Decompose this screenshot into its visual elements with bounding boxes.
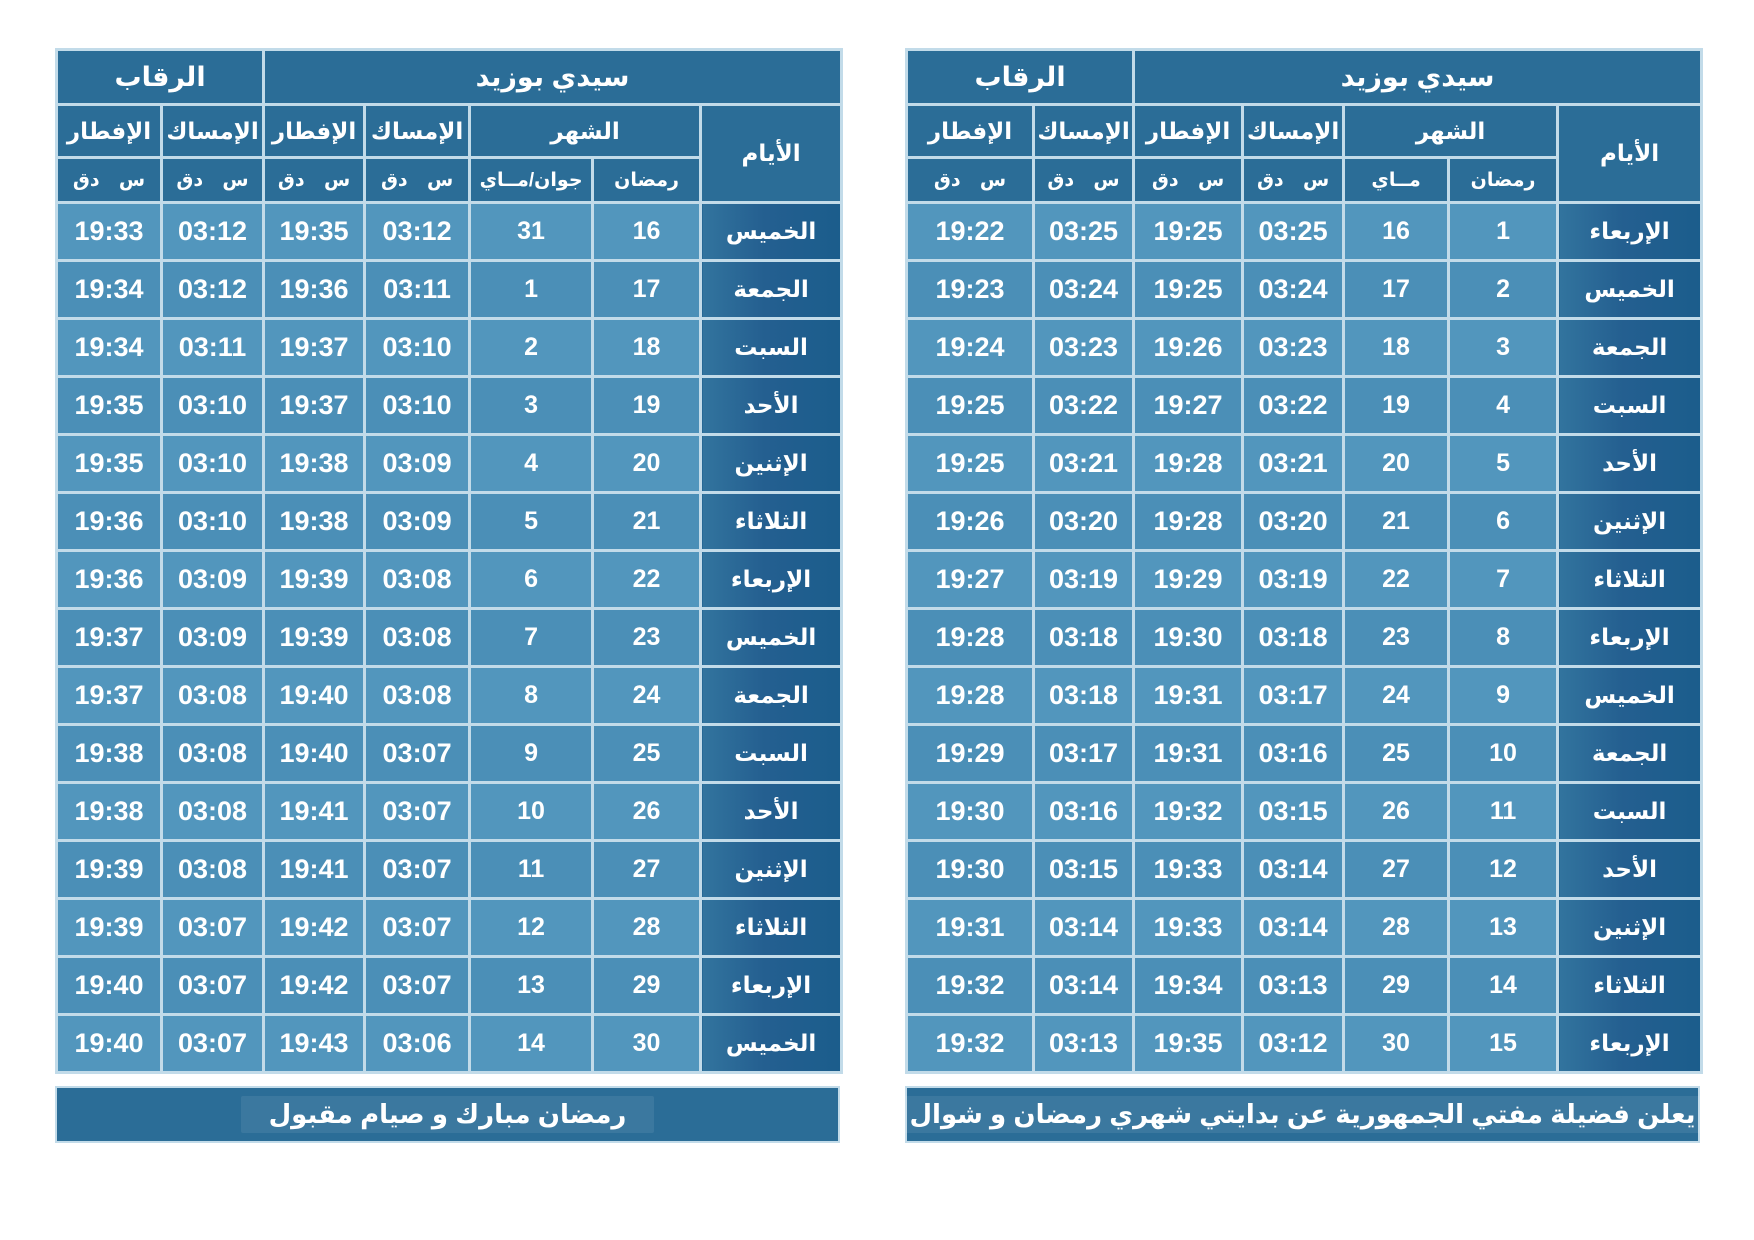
iftar-sidi-bouzid-cell: 19:43 [264, 1015, 365, 1073]
imsak-sidi-bouzid-cell: 03:08 [365, 667, 470, 725]
month-day-cell: 18 [1344, 319, 1449, 377]
timetable-body [57, 203, 842, 1073]
footer-banner [905, 1086, 1700, 1143]
iftar-regueb-cell: 19:38 [57, 725, 162, 783]
ramadan-day-cell: 23 [593, 609, 701, 667]
day-name-cell: السبت [1558, 377, 1702, 435]
hour-minute-unit: س دق [1134, 158, 1243, 203]
month-day-cell: 26 [1344, 783, 1449, 841]
imsak-sidi-bouzid-cell: 03:09 [365, 435, 470, 493]
iftar-regueb-cell: 19:25 [907, 377, 1034, 435]
footer-banner [55, 1086, 840, 1143]
ramadan-day-cell: 26 [593, 783, 701, 841]
day-name-cell: الخميس [701, 203, 842, 261]
hour-minute-unit: س دق [1243, 158, 1344, 203]
iftar-regueb-cell: 19:30 [907, 841, 1034, 899]
iftar-regueb-cell: 19:40 [57, 1015, 162, 1073]
imsak-sidi-bouzid-cell: 03:12 [1243, 1015, 1344, 1073]
imsak-sidi-bouzid-cell: 03:19 [1243, 551, 1344, 609]
imsak-regueb-cell: 03:12 [162, 203, 264, 261]
day-name-cell: الإربعاء [1558, 609, 1702, 667]
iftar-regueb-cell: 19:36 [57, 551, 162, 609]
month-day-cell: 10 [470, 783, 593, 841]
table-row [907, 435, 1702, 493]
hour-minute-unit: س دق [365, 158, 470, 203]
ramadan-day-cell: 27 [593, 841, 701, 899]
day-name-cell: الخميس [701, 609, 842, 667]
imsak-sidi-bouzid-cell: 03:10 [365, 319, 470, 377]
iftar-sidi-bouzid-cell: 19:38 [264, 435, 365, 493]
month-day-cell: 22 [1344, 551, 1449, 609]
ramadan-day-cell: 8 [1449, 609, 1558, 667]
day-name-cell: الإربعاء [701, 551, 842, 609]
month-day-cell: 17 [1344, 261, 1449, 319]
iftar-regueb-cell: 19:22 [907, 203, 1034, 261]
table-row [57, 435, 842, 493]
table-row [907, 261, 1702, 319]
month-day-cell: 25 [1344, 725, 1449, 783]
ramadan-day-cell: 14 [1449, 957, 1558, 1015]
day-name-cell: السبت [1558, 783, 1702, 841]
month-day-cell: 20 [1344, 435, 1449, 493]
table-row [57, 203, 842, 261]
days-header: الأيام [701, 105, 842, 203]
footer-message: رمضان مبارك و صيام مقبول [241, 1096, 655, 1133]
day-name-cell: الإربعاء [701, 957, 842, 1015]
iftar-sidi-bouzid-cell: 19:29 [1134, 551, 1243, 609]
iftar-regueb-cell: 19:37 [57, 609, 162, 667]
iftar-regueb-cell: 19:29 [907, 725, 1034, 783]
imsak-sidi-bouzid-cell: 03:06 [365, 1015, 470, 1073]
imsak-regueb-cell: 03:11 [162, 319, 264, 377]
hour-minute-unit: س دق [1034, 158, 1134, 203]
day-name-cell: السبت [701, 319, 842, 377]
ramadan-day-cell: 15 [1449, 1015, 1558, 1073]
ramadan-day-cell: 18 [593, 319, 701, 377]
imsak-sidi-bouzid-cell: 03:16 [1243, 725, 1344, 783]
iftar-sidi-bouzid-cell: 19:39 [264, 609, 365, 667]
ramadan-day-cell: 19 [593, 377, 701, 435]
iftar-header: الإفطار [264, 105, 365, 158]
imsak-regueb-cell: 03:08 [162, 667, 264, 725]
city-regueb-header: الرقاب [57, 50, 264, 105]
imsak-sidi-bouzid-cell: 03:07 [365, 841, 470, 899]
iftar-regueb-cell: 19:33 [57, 203, 162, 261]
ramadan-day-cell: 28 [593, 899, 701, 957]
table-row [907, 783, 1702, 841]
timetable-body [907, 203, 1702, 1073]
iftar-sidi-bouzid-cell: 19:25 [1134, 261, 1243, 319]
city-regueb-header: الرقاب [907, 50, 1134, 105]
imsak-sidi-bouzid-cell: 03:13 [1243, 957, 1344, 1015]
ramadan-day-cell: 10 [1449, 725, 1558, 783]
hour-minute-unit: س دق [264, 158, 365, 203]
imsak-regueb-cell: 03:14 [1034, 899, 1134, 957]
month-day-cell: 29 [1344, 957, 1449, 1015]
imsak-regueb-cell: 03:23 [1034, 319, 1134, 377]
month-day-cell: 2 [470, 319, 593, 377]
day-name-cell: الإربعاء [1558, 1015, 1702, 1073]
table-row [907, 841, 1702, 899]
month-day-cell: 19 [1344, 377, 1449, 435]
imsak-regueb-cell: 03:24 [1034, 261, 1134, 319]
table-row [57, 783, 842, 841]
imsak-regueb-cell: 03:10 [162, 435, 264, 493]
iftar-regueb-cell: 19:27 [907, 551, 1034, 609]
imsak-regueb-cell: 03:10 [162, 377, 264, 435]
imsak-header: الإمساك [365, 105, 470, 158]
imsak-sidi-bouzid-cell: 03:25 [1243, 203, 1344, 261]
table-row [57, 377, 842, 435]
ramadan-day-cell: 11 [1449, 783, 1558, 841]
ramadan-day-cell: 17 [593, 261, 701, 319]
table-row [907, 1015, 1702, 1073]
day-name-cell: الجمعة [701, 667, 842, 725]
ramadan-day-cell: 5 [1449, 435, 1558, 493]
table-row [907, 899, 1702, 957]
column-header-row [907, 105, 1702, 158]
table-row [907, 957, 1702, 1015]
imsak-regueb-cell: 03:18 [1034, 667, 1134, 725]
day-name-cell: الإثنين [701, 435, 842, 493]
month-day-cell: 12 [470, 899, 593, 957]
month-day-cell: 9 [470, 725, 593, 783]
imsak-sidi-bouzid-cell: 03:24 [1243, 261, 1344, 319]
iftar-sidi-bouzid-cell: 19:41 [264, 841, 365, 899]
ramadan-subheader: رمضان [1449, 158, 1558, 203]
iftar-sidi-bouzid-cell: 19:42 [264, 899, 365, 957]
imsak-sidi-bouzid-cell: 03:21 [1243, 435, 1344, 493]
imsak-regueb-cell: 03:18 [1034, 609, 1134, 667]
ramadan-day-cell: 22 [593, 551, 701, 609]
day-name-cell: الثلاثاء [701, 899, 842, 957]
month-day-cell: 28 [1344, 899, 1449, 957]
iftar-sidi-bouzid-cell: 19:33 [1134, 899, 1243, 957]
month-day-cell: 11 [470, 841, 593, 899]
ramadan-day-cell: 20 [593, 435, 701, 493]
imsak-sidi-bouzid-cell: 03:17 [1243, 667, 1344, 725]
day-name-cell: الجمعة [701, 261, 842, 319]
table-row [57, 899, 842, 957]
table-row [57, 957, 842, 1015]
table-row [57, 725, 842, 783]
ramadan-day-cell: 24 [593, 667, 701, 725]
timetable [905, 48, 1703, 1074]
ramadan-first-half-table [905, 48, 1700, 1143]
ramadan-subheader: رمضان [593, 158, 701, 203]
table-row [57, 493, 842, 551]
iftar-sidi-bouzid-cell: 19:31 [1134, 725, 1243, 783]
day-name-cell: الإربعاء [1558, 203, 1702, 261]
imsak-regueb-cell: 03:15 [1034, 841, 1134, 899]
ramadan-day-cell: 29 [593, 957, 701, 1015]
table-row [57, 261, 842, 319]
imsak-sidi-bouzid-cell: 03:15 [1243, 783, 1344, 841]
iftar-sidi-bouzid-cell: 19:27 [1134, 377, 1243, 435]
imsak-regueb-cell: 03:20 [1034, 493, 1134, 551]
iftar-sidi-bouzid-cell: 19:40 [264, 667, 365, 725]
day-name-cell: الثلاثاء [701, 493, 842, 551]
imsak-regueb-cell: 03:16 [1034, 783, 1134, 841]
imsak-regueb-cell: 03:07 [162, 899, 264, 957]
imsak-sidi-bouzid-cell: 03:07 [365, 899, 470, 957]
ramadan-day-cell: 1 [1449, 203, 1558, 261]
iftar-sidi-bouzid-cell: 19:37 [264, 319, 365, 377]
iftar-regueb-cell: 19:28 [907, 609, 1034, 667]
month-day-cell: 23 [1344, 609, 1449, 667]
iftar-sidi-bouzid-cell: 19:38 [264, 493, 365, 551]
iftar-header: الإفطار [57, 105, 162, 158]
table-row [907, 609, 1702, 667]
iftar-regueb-cell: 19:40 [57, 957, 162, 1015]
iftar-header: الإفطار [907, 105, 1034, 158]
imsak-sidi-bouzid-cell: 03:07 [365, 957, 470, 1015]
iftar-sidi-bouzid-cell: 19:39 [264, 551, 365, 609]
imsak-sidi-bouzid-cell: 03:08 [365, 609, 470, 667]
days-header: الأيام [1558, 105, 1702, 203]
iftar-regueb-cell: 19:32 [907, 1015, 1034, 1073]
table-row [907, 551, 1702, 609]
ramadan-day-cell: 6 [1449, 493, 1558, 551]
month-name-subheader: جوان/مــاي [470, 158, 593, 203]
month-day-cell: 7 [470, 609, 593, 667]
iftar-sidi-bouzid-cell: 19:40 [264, 725, 365, 783]
table-row [57, 667, 842, 725]
month-day-cell: 1 [470, 261, 593, 319]
imsak-sidi-bouzid-cell: 03:18 [1243, 609, 1344, 667]
ramadan-day-cell: 3 [1449, 319, 1558, 377]
iftar-regueb-cell: 19:37 [57, 667, 162, 725]
ramadan-day-cell: 25 [593, 725, 701, 783]
month-day-cell: 4 [470, 435, 593, 493]
day-name-cell: الثلاثاء [1558, 551, 1702, 609]
imsak-sidi-bouzid-cell: 03:07 [365, 783, 470, 841]
imsak-sidi-bouzid-cell: 03:20 [1243, 493, 1344, 551]
iftar-regueb-cell: 19:31 [907, 899, 1034, 957]
imsak-sidi-bouzid-cell: 03:22 [1243, 377, 1344, 435]
imsak-regueb-cell: 03:07 [162, 1015, 264, 1073]
table-row [907, 203, 1702, 261]
imsak-regueb-cell: 03:08 [162, 841, 264, 899]
imsak-regueb-cell: 03:21 [1034, 435, 1134, 493]
month-day-cell: 16 [1344, 203, 1449, 261]
iftar-regueb-cell: 19:23 [907, 261, 1034, 319]
day-name-cell: الخميس [1558, 667, 1702, 725]
imsak-regueb-cell: 03:19 [1034, 551, 1134, 609]
month-day-cell: 5 [470, 493, 593, 551]
iftar-regueb-cell: 19:32 [907, 957, 1034, 1015]
iftar-regueb-cell: 19:30 [907, 783, 1034, 841]
iftar-sidi-bouzid-cell: 19:41 [264, 783, 365, 841]
imsak-regueb-cell: 03:25 [1034, 203, 1134, 261]
month-header: الشهر [470, 105, 701, 158]
table-row [57, 551, 842, 609]
imsak-regueb-cell: 03:09 [162, 551, 264, 609]
ramadan-day-cell: 16 [593, 203, 701, 261]
month-day-cell: 6 [470, 551, 593, 609]
iftar-regueb-cell: 19:28 [907, 667, 1034, 725]
ramadan-day-cell: 30 [593, 1015, 701, 1073]
iftar-regueb-cell: 19:26 [907, 493, 1034, 551]
iftar-regueb-cell: 19:24 [907, 319, 1034, 377]
month-day-cell: 27 [1344, 841, 1449, 899]
iftar-sidi-bouzid-cell: 19:30 [1134, 609, 1243, 667]
table-row [907, 493, 1702, 551]
ramadan-day-cell: 9 [1449, 667, 1558, 725]
imsak-regueb-cell: 03:12 [162, 261, 264, 319]
table-row [57, 841, 842, 899]
iftar-regueb-cell: 19:35 [57, 377, 162, 435]
iftar-regueb-cell: 19:34 [57, 319, 162, 377]
day-name-cell: الأحد [701, 783, 842, 841]
imsak-regueb-cell: 03:22 [1034, 377, 1134, 435]
table-row [57, 1015, 842, 1073]
iftar-sidi-bouzid-cell: 19:37 [264, 377, 365, 435]
iftar-header: الإفطار [1134, 105, 1243, 158]
month-header: الشهر [1344, 105, 1558, 158]
month-day-cell: 24 [1344, 667, 1449, 725]
iftar-sidi-bouzid-cell: 19:34 [1134, 957, 1243, 1015]
month-day-cell: 3 [470, 377, 593, 435]
imsak-regueb-cell: 03:08 [162, 783, 264, 841]
iftar-sidi-bouzid-cell: 19:33 [1134, 841, 1243, 899]
day-name-cell: الجمعة [1558, 319, 1702, 377]
day-name-cell: الأحد [1558, 841, 1702, 899]
iftar-sidi-bouzid-cell: 19:32 [1134, 783, 1243, 841]
month-day-cell: 13 [470, 957, 593, 1015]
day-name-cell: الجمعة [1558, 725, 1702, 783]
imsak-regueb-cell: 03:14 [1034, 957, 1134, 1015]
imsak-regueb-cell: 03:10 [162, 493, 264, 551]
day-name-cell: الإثنين [1558, 493, 1702, 551]
month-day-cell: 31 [470, 203, 593, 261]
table-row [907, 725, 1702, 783]
ramadan-day-cell: 7 [1449, 551, 1558, 609]
iftar-sidi-bouzid-cell: 19:35 [264, 203, 365, 261]
imsak-regueb-cell: 03:09 [162, 609, 264, 667]
imsak-regueb-cell: 03:07 [162, 957, 264, 1015]
day-name-cell: الإثنين [1558, 899, 1702, 957]
imsak-sidi-bouzid-cell: 03:07 [365, 725, 470, 783]
day-name-cell: السبت [701, 725, 842, 783]
iftar-sidi-bouzid-cell: 19:31 [1134, 667, 1243, 725]
imsak-header: الإمساك [162, 105, 264, 158]
iftar-regueb-cell: 19:36 [57, 493, 162, 551]
iftar-sidi-bouzid-cell: 19:42 [264, 957, 365, 1015]
city-header-row [907, 50, 1702, 105]
ramadan-day-cell: 12 [1449, 841, 1558, 899]
iftar-sidi-bouzid-cell: 19:25 [1134, 203, 1243, 261]
imsak-regueb-cell: 03:17 [1034, 725, 1134, 783]
table-row [907, 667, 1702, 725]
imsak-sidi-bouzid-cell: 03:09 [365, 493, 470, 551]
day-name-cell: الخميس [1558, 261, 1702, 319]
day-name-cell: الأحد [1558, 435, 1702, 493]
table-row [57, 609, 842, 667]
imsak-header: الإمساك [1034, 105, 1134, 158]
imsak-sidi-bouzid-cell: 03:08 [365, 551, 470, 609]
day-name-cell: الخميس [701, 1015, 842, 1073]
ramadan-day-cell: 2 [1449, 261, 1558, 319]
hour-minute-unit: س دق [907, 158, 1034, 203]
day-name-cell: الإثنين [701, 841, 842, 899]
imsak-sidi-bouzid-cell: 03:14 [1243, 841, 1344, 899]
iftar-sidi-bouzid-cell: 19:28 [1134, 493, 1243, 551]
iftar-sidi-bouzid-cell: 19:28 [1134, 435, 1243, 493]
imsak-sidi-bouzid-cell: 03:11 [365, 261, 470, 319]
ramadan-second-half-table [55, 48, 840, 1143]
month-day-cell: 8 [470, 667, 593, 725]
iftar-regueb-cell: 19:25 [907, 435, 1034, 493]
hour-minute-unit: س دق [57, 158, 162, 203]
imsak-regueb-cell: 03:08 [162, 725, 264, 783]
ramadan-day-cell: 13 [1449, 899, 1558, 957]
imsak-sidi-bouzid-cell: 03:12 [365, 203, 470, 261]
column-header-row [57, 105, 842, 158]
footer-message: يعلن فضيلة مفتي الجمهورية عن بدايتي شهري رمضان و شوال [881, 1096, 1723, 1133]
iftar-sidi-bouzid-cell: 19:35 [1134, 1015, 1243, 1073]
iftar-regueb-cell: 19:39 [57, 899, 162, 957]
iftar-sidi-bouzid-cell: 19:26 [1134, 319, 1243, 377]
imsak-sidi-bouzid-cell: 03:14 [1243, 899, 1344, 957]
ramadan-day-cell: 21 [593, 493, 701, 551]
iftar-regueb-cell: 19:35 [57, 435, 162, 493]
imsak-header: الإمساك [1243, 105, 1344, 158]
month-name-subheader: مــاي [1344, 158, 1449, 203]
day-name-cell: الأحد [701, 377, 842, 435]
day-name-cell: الثلاثاء [1558, 957, 1702, 1015]
iftar-regueb-cell: 19:34 [57, 261, 162, 319]
table-row [907, 319, 1702, 377]
city-sidi-bouzid-header: سيدي بوزيد [264, 50, 842, 105]
hour-minute-unit: س دق [162, 158, 264, 203]
iftar-regueb-cell: 19:39 [57, 841, 162, 899]
city-sidi-bouzid-header: سيدي بوزيد [1134, 50, 1702, 105]
month-day-cell: 30 [1344, 1015, 1449, 1073]
iftar-regueb-cell: 19:38 [57, 783, 162, 841]
imsak-sidi-bouzid-cell: 03:10 [365, 377, 470, 435]
table-row [907, 377, 1702, 435]
timetable [55, 48, 843, 1074]
month-day-cell: 21 [1344, 493, 1449, 551]
city-header-row [57, 50, 842, 105]
ramadan-day-cell: 4 [1449, 377, 1558, 435]
month-day-cell: 14 [470, 1015, 593, 1073]
imsak-regueb-cell: 03:13 [1034, 1015, 1134, 1073]
iftar-sidi-bouzid-cell: 19:36 [264, 261, 365, 319]
imsak-sidi-bouzid-cell: 03:23 [1243, 319, 1344, 377]
table-row [57, 319, 842, 377]
